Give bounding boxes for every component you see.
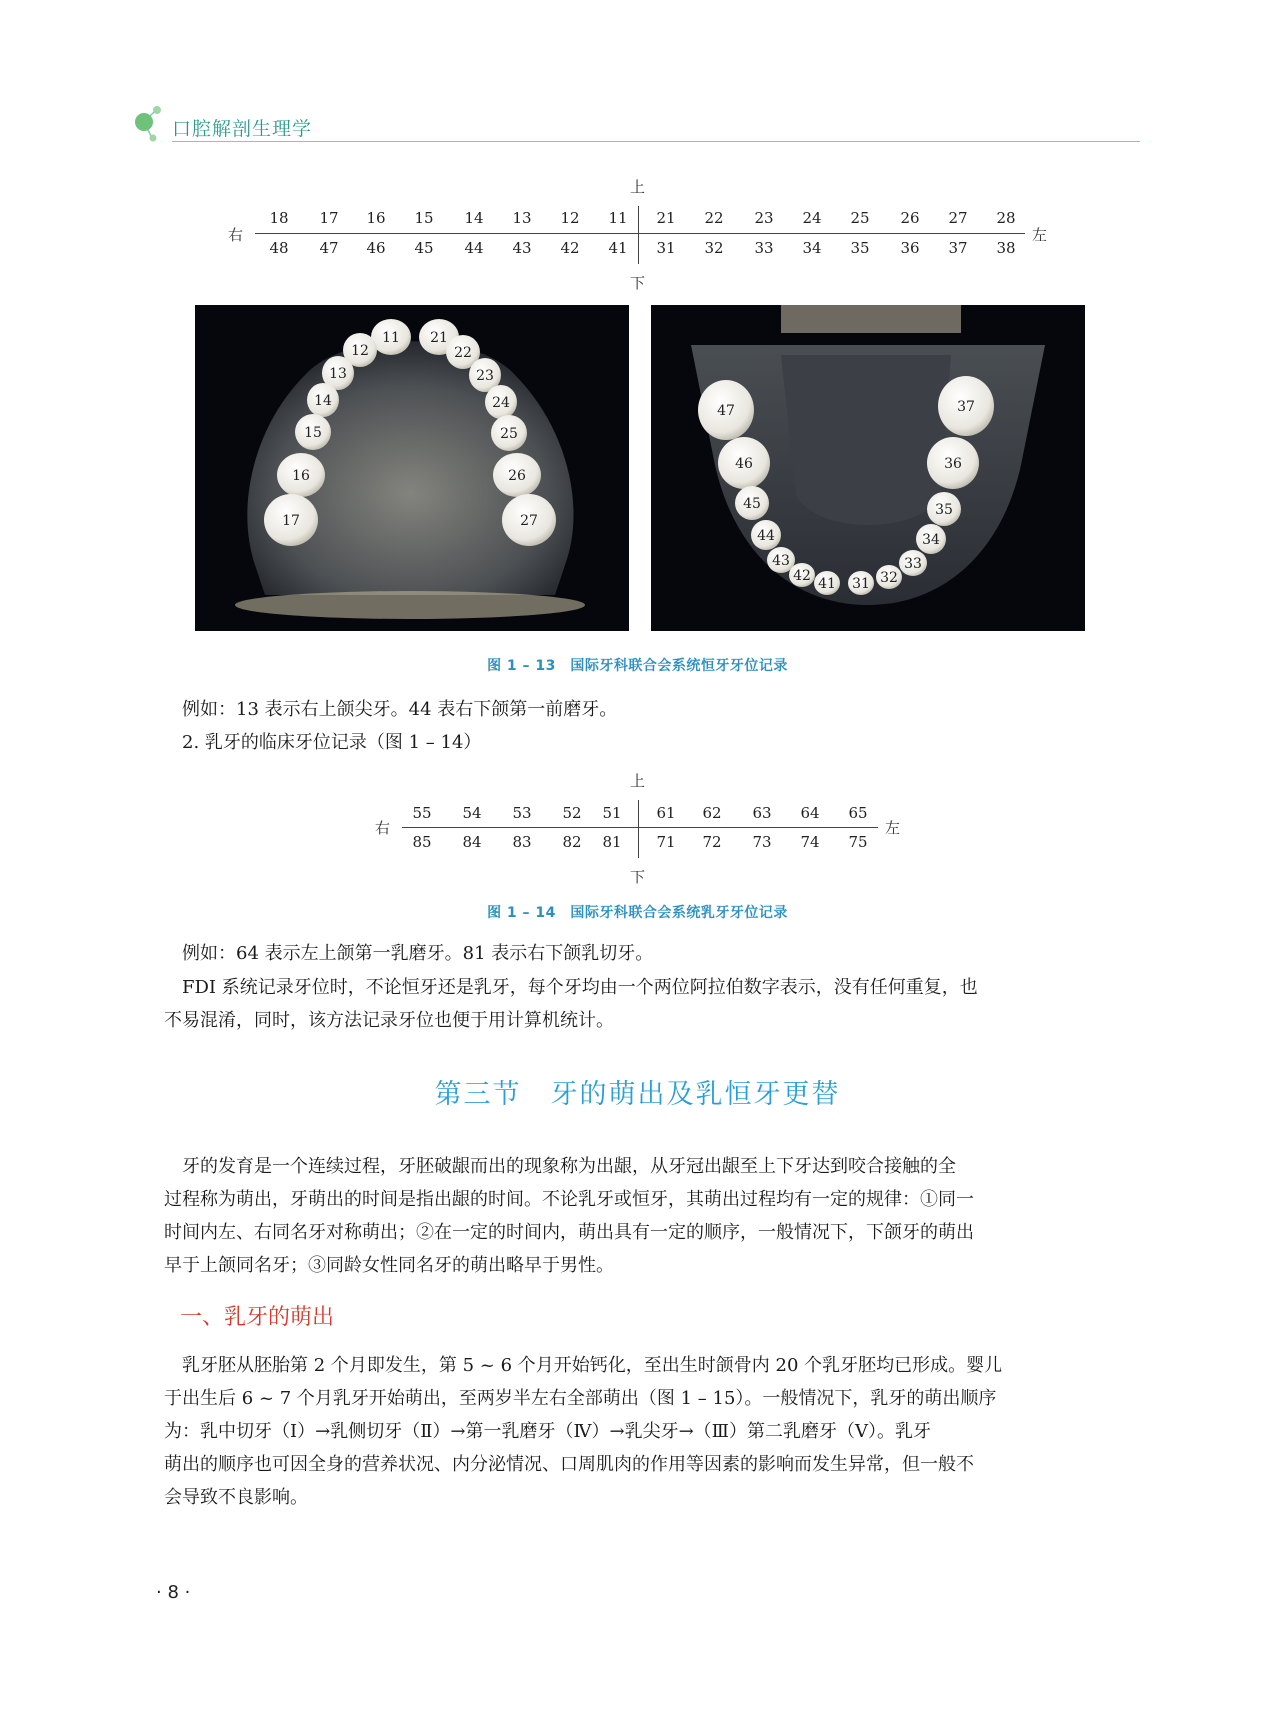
chart2-right-label: 右 <box>375 819 391 837</box>
text-line: 过程称为萌出，牙萌出的时间是指出龈的时间。不论乳牙或恒牙，其萌出过程均有一定的规律：①同一 <box>164 1189 974 1210</box>
chart-bottom-label: 下 <box>630 274 646 292</box>
tooth-number: 48 <box>269 239 289 257</box>
tooth-number: 53 <box>512 804 532 822</box>
tooth-number: 55 <box>412 804 432 822</box>
tooth-label: 32 <box>880 570 898 586</box>
tooth-label: 36 <box>944 456 962 472</box>
tooth-number: 45 <box>414 239 434 257</box>
tooth-number: 46 <box>366 239 386 257</box>
tooth-number: 11 <box>608 209 628 227</box>
tooth-number: 47 <box>319 239 339 257</box>
text-line: 早于上颌同名牙；③同龄女性同名牙的萌出略早于男性。 <box>164 1255 614 1276</box>
tooth-number: 61 <box>656 804 676 822</box>
tooth-label: 37 <box>957 399 975 415</box>
tooth-label: 11 <box>382 330 400 346</box>
text-line: 于出生后 6 ~ 7 个月乳牙开始萌出，至两岁半左右全部萌出（图 1 – 15）。一般情况下，乳牙的萌出顺序 <box>164 1388 997 1409</box>
tooth-number: 64 <box>800 804 820 822</box>
text-line: 会导致不良影响。 <box>164 1487 308 1508</box>
tooth-number: 41 <box>608 239 628 257</box>
tooth-number: 32 <box>704 239 724 257</box>
tooth-number: 52 <box>562 804 582 822</box>
tooth-number: 22 <box>704 209 724 227</box>
tooth-number: 23 <box>754 209 774 227</box>
tooth-number: 71 <box>656 833 676 851</box>
tooth-number: 81 <box>602 833 622 851</box>
figure-1-13-caption: 图 1 – 13 国际牙科联合会系统恒牙牙位记录 <box>487 658 788 674</box>
chart2-left-label: 左 <box>885 819 901 837</box>
tooth-number: 74 <box>800 833 820 851</box>
tooth-label: 46 <box>735 456 753 472</box>
tooth-label: 21 <box>430 330 448 346</box>
page-number: · 8 · <box>156 1582 191 1603</box>
tooth-number: 73 <box>752 833 772 851</box>
tooth-number: 28 <box>996 209 1016 227</box>
tooth-number: 25 <box>850 209 870 227</box>
tooth-label: 43 <box>772 553 790 569</box>
tooth-number: 14 <box>464 209 484 227</box>
example-paragraph-2: 例如：64 表示左上颌第一乳磨牙。81 表示右下颌乳切牙。 <box>182 943 654 964</box>
text-line: 不易混淆，同时，该方法记录牙位也便于用计算机统计。 <box>164 1010 614 1031</box>
tooth-label: 35 <box>935 502 953 518</box>
text-line: 牙的发育是一个连续过程，牙胚破龈而出的现象称为出龈，从牙冠出龈至上下牙达到咬合接触的全 <box>182 1156 956 1177</box>
chart-top-label: 上 <box>630 178 646 196</box>
tooth-number: 21 <box>656 209 676 227</box>
tooth-label: 33 <box>904 556 922 572</box>
tooth-label: 13 <box>329 366 347 382</box>
tooth-number: 62 <box>702 804 722 822</box>
tooth-number: 33 <box>754 239 774 257</box>
chart2-bottom-label: 下 <box>630 868 646 886</box>
tooth-number: 27 <box>948 209 968 227</box>
chart-right-label: 右 <box>228 226 244 244</box>
text-line: 萌出的顺序也可因全身的营养状况、内分泌情况、口周肌肉的作用等因素的影响而发生异常，但一般不 <box>164 1454 974 1475</box>
tooth-label: 41 <box>818 576 836 592</box>
section-title: 第三节 牙的萌出及乳恒牙更替 <box>434 1079 841 1110</box>
tooth-label: 31 <box>852 576 870 592</box>
tooth-label: 25 <box>500 426 518 442</box>
text-line: 为：乳中切牙（Ⅰ）→乳侧切牙（Ⅱ）→第一乳磨牙（Ⅳ）→乳尖牙→（Ⅲ）第二乳磨牙（Ⅴ）。乳牙 <box>164 1421 932 1442</box>
tooth-label: 16 <box>292 468 310 484</box>
tooth-label: 12 <box>351 343 369 359</box>
tooth-number: 63 <box>752 804 772 822</box>
tooth-label: 24 <box>492 395 510 411</box>
tooth-number: 17 <box>319 209 339 227</box>
header-title: 口腔解剖生理学 <box>172 118 313 140</box>
tooth-number: 38 <box>996 239 1016 257</box>
text-line: FDI 系统记录牙位时，不论恒牙还是乳牙，每个牙均由一个两位阿拉伯数字表示，没有任何重复，也 <box>182 977 978 998</box>
tooth-number: 16 <box>366 209 386 227</box>
tooth-number: 35 <box>850 239 870 257</box>
tooth-number: 83 <box>512 833 532 851</box>
tooth-label: 34 <box>922 532 940 548</box>
tooth-number: 85 <box>412 833 432 851</box>
tooth-label: 15 <box>304 425 322 441</box>
tooth-label: 44 <box>757 528 775 544</box>
subsection-title: 一、乳牙的萌出 <box>180 1305 335 1330</box>
text-line: 乳牙胚从胚胎第 2 个月即发生，第 5 ~ 6 个月开始钙化，至出生时颌骨内 20 个乳牙胚均已形成。婴儿 <box>182 1355 1003 1376</box>
tooth-number: 82 <box>562 833 582 851</box>
tooth-number: 24 <box>802 209 822 227</box>
tooth-label: 17 <box>282 513 300 529</box>
tooth-number: 34 <box>802 239 822 257</box>
text-line: 时间内左、右同名牙对称萌出；②在一定的时间内，萌出具有一定的顺序，一般情况下，下颌牙的萌出 <box>164 1222 974 1243</box>
tooth-number: 15 <box>414 209 434 227</box>
tooth-number: 31 <box>656 239 676 257</box>
tooth-number: 84 <box>462 833 482 851</box>
tooth-number: 54 <box>462 804 482 822</box>
tooth-number: 72 <box>702 833 722 851</box>
tooth-label: 26 <box>508 468 526 484</box>
tooth-number: 75 <box>848 833 868 851</box>
primary-eruption-paragraph <box>164 1349 1002 1514</box>
tooth-number: 36 <box>900 239 920 257</box>
tooth-number: 12 <box>560 209 580 227</box>
tooth-label: 22 <box>454 345 472 361</box>
tooth-number: 13 <box>512 209 532 227</box>
figure-1-14-caption: 图 1 – 14 国际牙科联合会系统乳牙牙位记录 <box>487 905 788 921</box>
chart-left-label: 左 <box>1032 226 1048 244</box>
tooth-label: 42 <box>793 568 811 584</box>
tooth-label: 47 <box>717 403 735 419</box>
tooth-number: 18 <box>269 209 289 227</box>
tooth-number: 51 <box>602 804 622 822</box>
tooth-number: 42 <box>560 239 580 257</box>
item-2-heading: 2. 乳牙的临床牙位记录（图 1 – 14） <box>182 732 482 753</box>
tooth-number: 37 <box>948 239 968 257</box>
tooth-number: 65 <box>848 804 868 822</box>
example-paragraph-1: 例如：13 表示右上颌尖牙。44 表右下颌第一前磨牙。 <box>182 699 618 720</box>
tooth-label: 14 <box>314 393 332 409</box>
tooth-label: 45 <box>743 496 761 512</box>
tooth-number: 26 <box>900 209 920 227</box>
fdi-paragraph <box>164 971 978 1037</box>
eruption-paragraph <box>164 1150 974 1282</box>
tooth-label: 23 <box>476 368 494 384</box>
tooth-label: 27 <box>520 513 538 529</box>
chart2-top-label: 上 <box>630 772 646 790</box>
tooth-number: 43 <box>512 239 532 257</box>
tooth-number: 44 <box>464 239 484 257</box>
